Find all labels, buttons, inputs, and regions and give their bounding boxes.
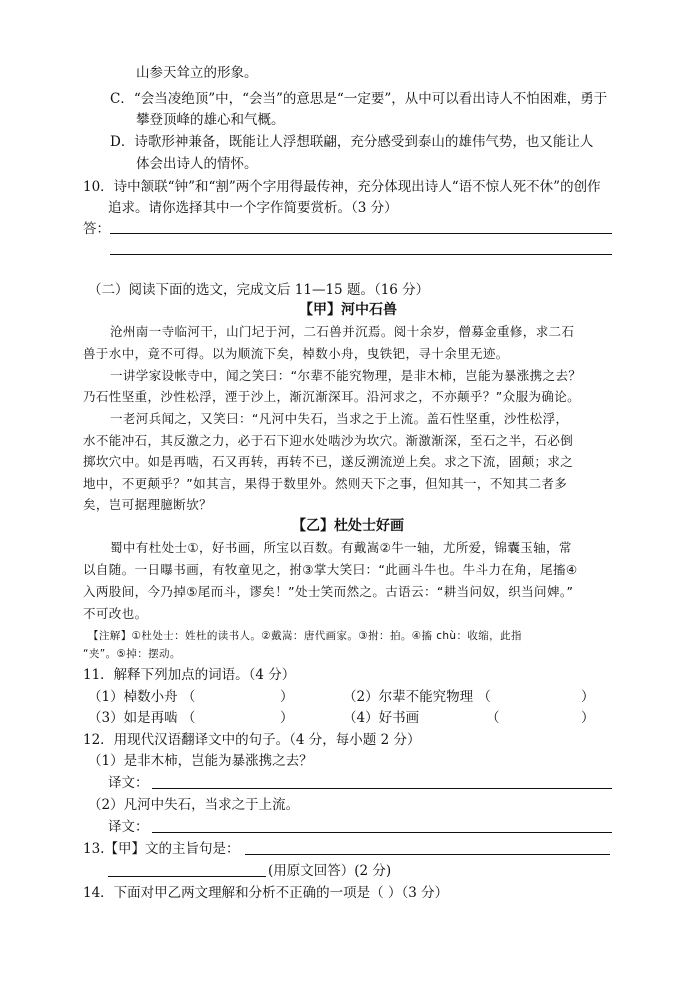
question-11-item-4: （4）好书画 — [343, 710, 420, 726]
passage-b-text: 以自随。一日曝书画，有牧童见之，拊③掌大笑曰：“此画斗牛也。牛斗力在角，尾搐④ — [83, 562, 578, 577]
answer-label: 答： — [83, 221, 110, 237]
question-11-item-4-close: ） — [581, 710, 595, 726]
passage-a-text: 矣，岂可据理臆断欤？ — [83, 497, 213, 512]
passage-b-text: 不可改也。 — [83, 606, 148, 621]
translation-label-2: 译文： — [108, 819, 149, 835]
question-11-item-1-close: ） — [280, 689, 294, 705]
question-11: 11．解释下列加点的词语。（4 分） — [83, 667, 296, 683]
question-13-suffix: (用原文回答）(2 分) — [268, 863, 392, 879]
question-11-item-1: （1）棹数小舟 （ — [88, 689, 196, 705]
passage-b-text: 入两股间，今乃掉⑤尾而斗，谬矣！”处士笑而然之。古语云：“耕当问奴，织当问婢。” — [83, 584, 574, 599]
question-11-item-4-open: （ — [486, 710, 500, 726]
question-11-item-2: （2）尔辈不能究物理 （ — [343, 689, 491, 705]
section-2-intro: （二）阅读下面的选文，完成文后 11—15 题。（16 分） — [88, 282, 430, 298]
annotation-note: “夹”。⑤掉：摆动。 — [83, 648, 181, 660]
option-b-continuation: 山参天耸立的形象。 — [136, 65, 258, 81]
passage-b-text: 蜀中有杜处士①，好书画，所宝以百数。有戴嵩②牛一轴，尤所爱，锦囊玉轴，常 — [110, 540, 572, 555]
question-11-item-3: （3）如是再啮 （ — [88, 710, 196, 726]
question-11-item-3-close: ） — [280, 710, 294, 726]
translation-line-2[interactable] — [152, 832, 612, 833]
passage-a-text: 乃石性坚重，沙性松浮，湮于沙上，渐沉渐深耳。沿河求之，不亦颠乎？”众服为确论。 — [83, 389, 581, 404]
passage-a-text: 沧州南一寺临河干，山门圮于河，二石兽并沉焉。阅十余岁，僧募金重修，求二石 — [110, 324, 575, 339]
question-14: 14．下面对甲乙两文理解和分析不正确的一项是（ ）（3 分） — [83, 885, 449, 901]
option-c-line1: C．“会当凌绝顶”中，“会当”的意思是“一定要”，从中可以看出诗人不怕困难，勇于 — [110, 91, 608, 107]
option-d-line1: D．诗歌形神兼备，既能让人浮想联翩，充分感受到泰山的雄伟气势，也又能让人 — [110, 134, 594, 150]
passage-a-text: 一老河兵闻之，又笑曰：“凡河中失石，当求之于上流。盖石性坚重，沙性松浮， — [110, 411, 569, 426]
option-d-line2: 体会出诗人的情怀。 — [136, 156, 258, 172]
passage-a-text: 兽于水中，竟不可得。以为顺流下矣，棹数小舟，曳铁钯，寻十余里无迹。 — [83, 346, 509, 361]
passage-a-title: 【甲】河中石兽 — [299, 302, 397, 318]
answer-line-1[interactable] — [110, 233, 612, 234]
passage-a-text: 地中，不更颠乎？”如其言，果得于数里外。然则天下之事，但知其一，不知其二者多 — [83, 476, 568, 491]
answer-line-2[interactable] — [110, 254, 612, 255]
question-13-answer-line-1[interactable] — [245, 854, 610, 855]
question-13: 13.【甲】文的主旨句是： — [83, 841, 240, 857]
question-12: 12．用现代汉语翻译文中的句子。（4 分，每小题 2 分） — [83, 732, 421, 748]
question-10-line2: 追求。请你选择其中一个字作简要赏析。（3 分） — [108, 200, 398, 216]
passage-b-title: 【乙】杜处士好画 — [292, 518, 404, 534]
passage-a-text: 掷坎穴中。如是再啮，石又再转，再转不已，遂反溯流逆上矣。求之下流，固颠；求之 — [83, 454, 574, 469]
passage-a-text: 水不能冲石，其反激之力，必于石下迎水处啮沙为坎穴。渐激渐深，至石之半，石必倒 — [83, 433, 574, 448]
option-c-line2: 攀登顶峰的雄心和气概。 — [136, 112, 285, 128]
question-12-item-2: （2）凡河中失石，当求之于上流。 — [88, 797, 300, 813]
question-13-answer-line-2[interactable] — [108, 876, 266, 877]
question-12-item-1: （1）是非木柿，岂能为暴涨携之去？ — [88, 753, 313, 769]
translation-label-1: 译文： — [108, 775, 149, 791]
passage-a-text: 一讲学家设帐寺中，闻之笑曰：“尔辈不能究物理，是非木柿，岂能为暴涨携之去？ — [110, 368, 582, 383]
translation-line-1[interactable] — [152, 788, 612, 789]
question-10-line1: 10．诗中颔联“钟”和“割”两个字用得最传神，充分体现出诗人“语不惊人死不休”的创作 — [83, 179, 601, 195]
question-11-item-2-close: ） — [581, 689, 595, 705]
annotation-note: 【注解】①杜处士：姓杜的读书人。②戴嵩：唐代画家。③拊：拍。④搐 chù：收缩，此指 — [88, 630, 522, 642]
